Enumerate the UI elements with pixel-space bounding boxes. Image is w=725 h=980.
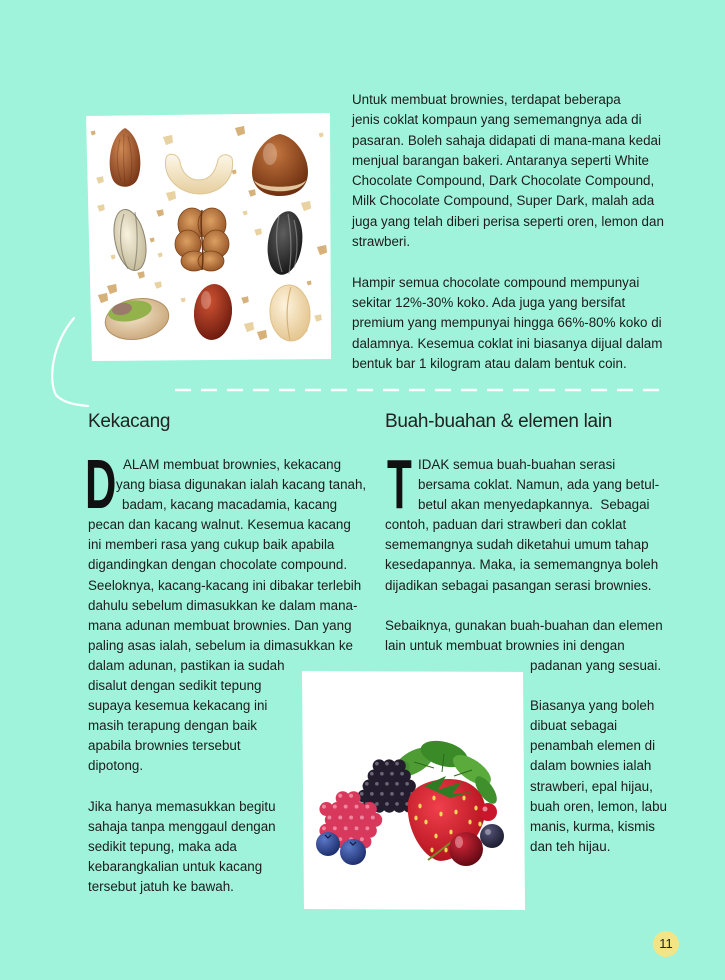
text-line: IDAK semua buah-buahan serasi (418, 457, 616, 472)
buah-text (385, 455, 667, 857)
text-line: Untuk membuat brownies, terdapat beberapa (352, 92, 621, 107)
text-line: kesedapannya. Maka, ia sememangnya boleh (385, 557, 659, 573)
blackberry-drupelet-highlight (380, 772, 384, 776)
text-line: Jika hanya memasukkan begitu (88, 798, 276, 814)
text-line: strawberi. (352, 234, 411, 250)
text-line: dalam bownies ialah (530, 758, 652, 774)
buah-paragraph-2 (385, 616, 667, 676)
text-line: kebarangkalian untuk kacang (88, 858, 263, 874)
text-line: dibuat sebagai (530, 718, 618, 734)
text-line: Hampir semua chocolate compound mempunyai (352, 274, 640, 290)
text-line: strawberi, epal hijau, (530, 778, 653, 794)
kekacang-paragraph-2 (88, 797, 366, 897)
text-line: Seeloknya, kacang-kacang ini dibakar terlebih (88, 577, 362, 593)
text-line: padanan yang sesuai. (530, 657, 662, 673)
page-number-badge: 11 (653, 931, 679, 957)
text-line: sahaja tanpa menggaul dengan (88, 818, 276, 834)
intro-text (352, 90, 664, 374)
dashed-divider (0, 380, 725, 400)
text-line: mana adunan membuat brownies. Dan yang (88, 617, 352, 633)
intro-paragraph-2 (352, 273, 664, 374)
text-line: digandingkan dengan chocolate compound. (88, 557, 348, 573)
text-line: contoh, paduan dari strawberi dan coklat (385, 517, 627, 533)
text-line: juga yang telah diberi perisa seperti oren, lemon dan (352, 213, 664, 229)
text-line: dijadikan sebagai pasangan serasi brownies. (385, 577, 652, 593)
text-line: sememangnya sudah diketahui umum tahap (385, 537, 649, 553)
blackberry-drupelet-highlight (375, 762, 379, 766)
text-line: dipotong. (88, 758, 144, 774)
text-line: penambah elemen di (530, 738, 656, 754)
text-line: dahulu sebelum dimasukkan ke dalam mana- (88, 597, 358, 613)
text-line: lain untuk membuat brownies ini dengan (385, 637, 625, 653)
blackberry-drupelet-highlight (370, 792, 374, 796)
text-line: paling asas ialah, sebelum ia dimasukkan ke (88, 637, 353, 653)
text-line: pasaran. Boleh sahaja didapati di mana-mana kedai (352, 132, 661, 148)
drop-cap-d: D (85, 445, 117, 523)
text-line: Milk Chocolate Compound, Super Dark, malah ada (352, 193, 655, 209)
text-line: bentuk bar 1 kilogram atau dalam bentuk coin. (352, 355, 627, 371)
text-line: bersama coklat. Namun, ada yang betul- (418, 477, 660, 493)
text-line: disalut dengan sedikit tepung (88, 678, 262, 694)
section-heading-buah: Buah-buahan & elemen lain (385, 411, 613, 432)
kekacang-text (88, 455, 366, 897)
intro-paragraph-1 (352, 90, 664, 252)
buah-paragraph-1 (385, 455, 667, 596)
text-line: buah oren, lemon, labu (530, 798, 667, 814)
text-line: dan teh hijau. (530, 838, 611, 854)
text-line: jenis coklat kompaun yang sememangnya ada di (352, 112, 642, 128)
text-line: sedikit tepung, maka ada (88, 838, 237, 854)
text-line: tersebut jatuh ke bawah. (88, 878, 234, 894)
text-line: pecan dan kacang walnut. Kesemua kacang (88, 517, 351, 533)
buah-paragraph-3 (385, 696, 667, 857)
text-line: Biasanya yang boleh (530, 698, 655, 714)
text-line: masih terapung dengan baik (88, 718, 257, 734)
text-line: Chocolate Compound, Dark Chocolate Compound, (352, 173, 655, 189)
text-line: ini memberi rasa yang cukup baik apabila (88, 537, 335, 553)
blackberry-drupelet-highlight (370, 772, 374, 776)
section-heading-kekacang: Kekacang (88, 411, 171, 432)
text-line: manis, kurma, kismis (530, 818, 655, 834)
walnut (175, 208, 229, 271)
text-line: dalamnya. Kesemua coklat ini biasanya dijual dalam (352, 335, 663, 351)
text-line: apabila brownies tersebut (88, 738, 241, 754)
text-line: menjual barangan bakeri. Antaranya seperti White (352, 152, 649, 168)
text-line: dalam adunan, pastikan ia sudah (88, 657, 285, 673)
text-line: yang biasa digunakan ialah kacang tanah, (116, 477, 367, 493)
nuts-image (80, 104, 342, 368)
drop-cap-t: T (387, 445, 412, 523)
text-line: ALAM membuat brownies, kekacang (123, 457, 342, 472)
text-line: sekitar 12%-30% koko. Ada juga yang bersifat (352, 294, 626, 310)
blackberry-drupelet-highlight (375, 782, 379, 786)
text-line: betul akan menyedapkannya. Sebagai (418, 497, 650, 513)
text-line: supaya kesemua kekacang ini (88, 698, 268, 714)
text-line: Sebaiknya, gunakan buah-buahan dan elemen (385, 617, 663, 633)
kekacang-paragraph-1 (88, 455, 366, 777)
raspberry-drupelet-highlight (371, 815, 375, 819)
text-line: premium yang mempunyai hingga 66%-80% koko di (352, 315, 662, 331)
text-line: badam, kacang macadamia, kacang (122, 497, 338, 513)
blackberry-drupelet-highlight (380, 792, 384, 796)
